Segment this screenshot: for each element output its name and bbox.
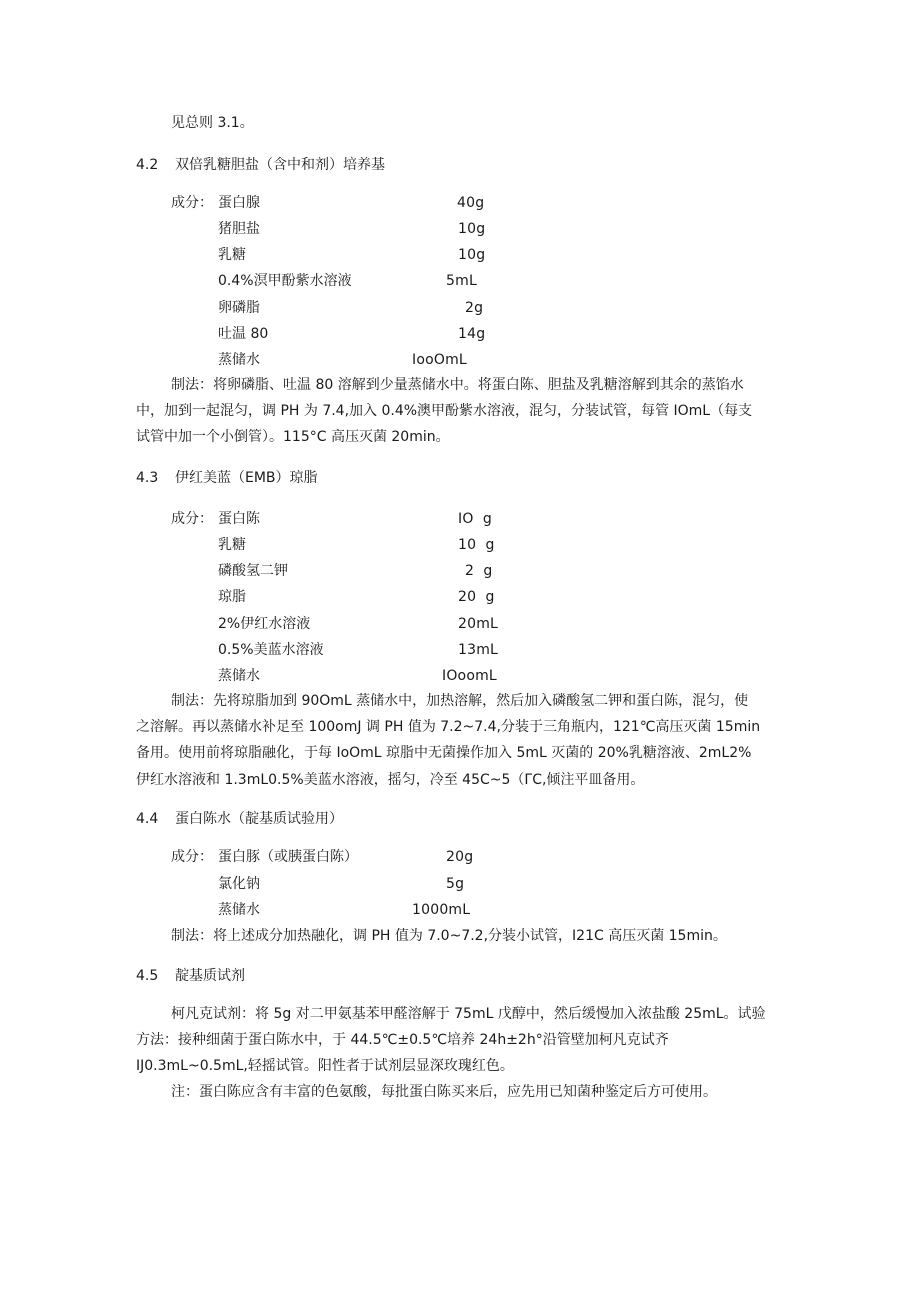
ingredient-qty: 10g: [458, 247, 486, 263]
ingredient-name: 乳糖: [218, 537, 246, 553]
ingredient-name: 吐温 80: [218, 326, 269, 342]
ingredient-name: 卵磷脂: [218, 300, 260, 316]
ingredient-name: 乳糖: [218, 247, 246, 263]
note-line: 注：蛋白陈应含有丰富的色氨酸，每批蛋白陈买来后，应先用已知菌种鉴定后方可使用。: [171, 1084, 717, 1100]
ingredient-qty: 40g: [457, 195, 485, 211]
section-4-2-title: 双倍乳糖胆盐（含中和剂）培养基: [175, 157, 385, 173]
ingredient-name: 蒸储水: [218, 352, 260, 368]
ingredient-name: 0.5%美蓝水溶液: [218, 642, 324, 658]
ingredient-name: 蛋白腺: [218, 195, 260, 211]
section-4-2-number: 4.2: [136, 157, 159, 173]
ingredient-qty: 2g: [465, 300, 484, 316]
ingredient-qty: 5mL: [446, 273, 477, 289]
method-line: 之溶解。再以蒸储水补足至 100omJ 调 PH 值为 7.2~7.4,分装于三角瓶内，121℃高压灭菌 15min: [136, 719, 761, 735]
ingredient-qty: 10 g: [458, 537, 495, 553]
body-line: 方法：接种细菌于蛋白陈水中，于 44.5℃±0.5℃培养 24h±2h°沿管壁加柯凡克试齐: [136, 1032, 669, 1048]
ingredients-label: 成分：: [171, 511, 213, 527]
ingredient-qty: IO g: [458, 511, 492, 527]
section-4-5-title: 靛基质试剂: [175, 968, 245, 984]
ingredient-name: 0.4%溟甲酚紫水溶液: [218, 273, 352, 289]
ingredient-name: 2%伊红水溶液: [218, 616, 311, 632]
method-line: 制法：将卵磷脂、吐温 80 溶解到少量蒸储水中。将蛋白陈、胆盐及乳糖溶解到其余的蒸馅水: [171, 377, 744, 393]
ingredient-qty: 10g: [458, 221, 486, 237]
ingredients-label: 成分：: [171, 195, 213, 211]
ingredient-name: 氯化钠: [218, 876, 260, 892]
ingredient-qty: IOoomL: [442, 668, 497, 684]
ingredient-name: 猪胆盐: [218, 221, 260, 237]
ingredient-qty: IooOmL: [412, 352, 467, 368]
ingredient-name: 蒸储水: [218, 902, 260, 918]
method-line: 制法：将上述成分加热融化，调 PH 值为 7.0~7.2,分装小试管，I21C 高压灭菌 15min。: [171, 928, 727, 944]
section-4-3-title: 伊红美蓝（EMB）琼脂: [175, 470, 318, 486]
ingredients-label: 成分：: [171, 849, 213, 865]
body-line: IJ0.3mL~0.5mL,轻摇试管。阳性者于试剂层显深玫瑰红色。: [136, 1058, 514, 1074]
ingredient-qty: 14g: [458, 326, 486, 342]
method-line: 制法：先将琼脂加到 90OmL 蒸储水中，加热溶解，然后加入磷酸氢二钾和蛋白陈，混匀，使: [171, 693, 749, 709]
section-4-3-number: 4.3: [136, 470, 159, 486]
method-line: 试管中加一个小倒管）。115°C 高压灭菌 20min。: [136, 429, 450, 445]
ingredient-name: 琼脂: [218, 589, 246, 605]
ingredient-qty: 13mL: [458, 642, 499, 658]
section-4-4-number: 4.4: [136, 811, 159, 827]
ingredient-qty: 20mL: [458, 616, 499, 632]
ingredient-name: 蛋白陈: [218, 511, 260, 527]
intro-reference: 见总则 3.1。: [171, 115, 254, 131]
ingredient-name: 磷酸氢二钾: [218, 563, 288, 579]
ingredient-qty: 20g: [446, 849, 474, 865]
ingredient-qty: 20 g: [458, 589, 495, 605]
method-line: 中，加到一起混匀，调 PH 为 7.4,加入 0.4%澳甲酚紫水溶液，混匀，分装试管，每管 IOmL（每支: [136, 403, 753, 419]
ingredient-name: 蛋白豚（或胰蛋白陈）: [218, 849, 358, 865]
ingredient-name: 蒸储水: [218, 668, 260, 684]
method-line: 备用。使用前将琼脂融化，于每 IoOmL 琼脂中无菌操作加入 5mL 灭菌的 20%乳糖溶液、2mL2%: [136, 745, 752, 761]
section-4-4-title: 蛋白陈水（靛基质试验用）: [175, 811, 343, 827]
ingredient-qty: 5g: [446, 876, 465, 892]
ingredient-qty: 1000mL: [412, 902, 471, 918]
section-4-5-number: 4.5: [136, 968, 159, 984]
method-line: 伊红水溶液和 1.3mL0.5%美蓝水溶液，摇匀，冷至 45C~5（ΓC,倾注平皿备用。: [136, 772, 645, 788]
ingredient-qty: 2 g: [465, 563, 493, 579]
body-line: 柯凡克试剂：将 5g 对二甲氨基苯甲醛溶解于 75mL 戊醇中，然后缓慢加入浓盐酸 25mL。试验: [171, 1006, 766, 1022]
